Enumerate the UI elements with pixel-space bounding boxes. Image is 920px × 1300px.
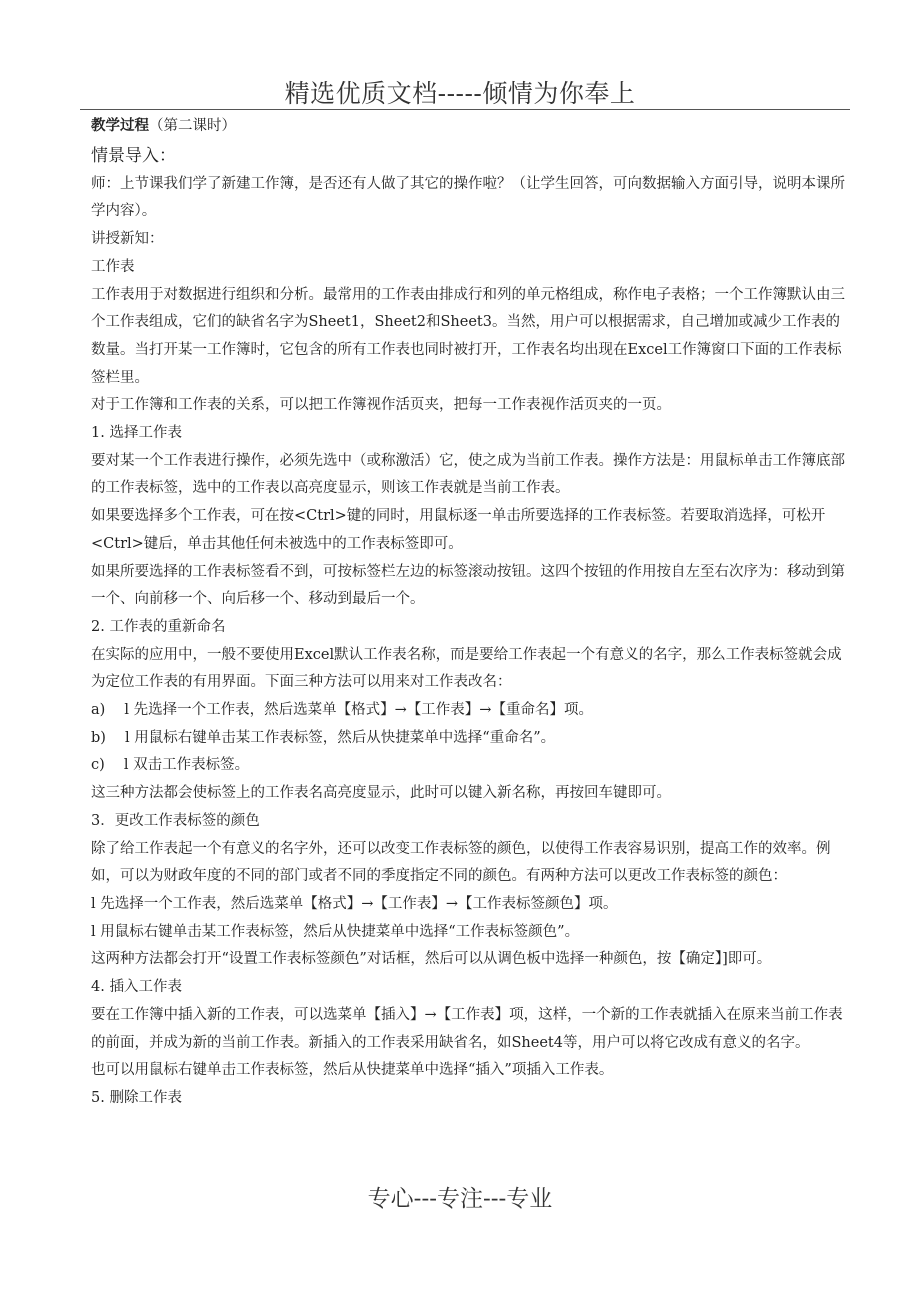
paragraph: 在实际的应用中，一般不要使用Excel默认工作表名称，而是要给工作表起一个有意义的名字，那么工作表标签就会成为定位工作表的有用界面。下面三种方法可以用来对工作表改名： (91, 646, 842, 691)
lesson-heading (91, 112, 851, 141)
header-title: 精选优质文档-----倾情为你奉上 (284, 79, 636, 108)
list-item: a) l 先选择一个工作表，然后选菜单【格式】→【工作表】→【重命名】项。 (91, 702, 593, 719)
subheading: 2. 工作表的重新命名 (91, 618, 226, 635)
list-item: l 用鼠标右键单击某工作表标签，然后从快捷菜单中选择“工作表标签颜色”。 (91, 923, 580, 940)
paragraph: 如果要选择多个工作表，可在按<Ctrl>键的同时，用鼠标逐一单击所要选择的工作表标签。若要取消选择，可松开<Ctrl>键后，单击其他任何未被选中的工作表标签即可。 (91, 508, 826, 552)
document-body (91, 112, 851, 1113)
subheading: 3．更改工作表标签的颜色 (91, 812, 260, 829)
section-intro-label: 情景导入： (91, 145, 176, 166)
subheading: 1. 选择工作表 (91, 425, 182, 442)
subheading: 5. 删除工作表 (91, 1089, 182, 1106)
paragraph: 师：上节课我们学了新建工作簿，是否还有人做了其它的操作啦？（让学生回答，可向数据输入方面引导，说明本课所学内容）。 (91, 175, 845, 220)
header-divider (80, 109, 850, 110)
section-new-knowledge-label: 讲授新知： (91, 231, 164, 248)
list-item: b) l 用鼠标右键单击某工作表标签，然后从快捷菜单中选择“重命名”。 (91, 729, 556, 746)
paragraph: 要在工作簿中插入新的工作表，可以选菜单【插入】→【工作表】项，这样，一个新的工作表就插入在原来当前工作表的前面，并成为新的当前工作表。新插入的工作表采用缺省名，如Sheet4等，用户可以将它改成有意义的名字。 (91, 1006, 843, 1051)
paragraph: 除了给工作表起一个有意义的名字外，还可以改变工作表标签的颜色，以使得工作表容易识别，提高工作的效率。例如，可以为财政年度的不同的部门或者不同的季度指定不同的颜色。有两种方法可以更改工作表标签的颜色： (91, 840, 831, 885)
paragraph: 也可以用鼠标右键单击工作表标签，然后从快捷菜单中选择“插入”项插入工作表。 (91, 1062, 614, 1079)
paragraph: 工作表用于对数据进行组织和分析。最常用的工作表由排成行和列的单元格组成，称作电子表格；一个工作簿默认由三个工作表组成，它们的缺省名字为Sheet1，Sheet2和Sheet3。当然，用户可以根据需求，自己增加或减少工作表的数量。当打开某一工作簿时，它包含的所有工作表也同时被打开，工作表名均出现在Excel工作簿窗口下面的工作表标签栏里。 (91, 286, 845, 386)
subheading: 4. 插入工作表 (91, 979, 182, 996)
list-item: l 先选择一个工作表，然后选菜单【格式】→【工作表】→【工作表标签颜色】项。 (91, 895, 618, 912)
paragraph: 如果所要选择的工作表标签看不到，可按标签栏左边的标签滚动按钮。这四个按钮的作用按自左至右次序为：移动到第一个、向前移一个、向后移一个、移动到最后一个。 (91, 563, 845, 608)
lesson-heading-paren: （第二课时） (149, 118, 236, 134)
paragraph: 这两种方法都会打开“设置工作表标签颜色”对话框，然后可以从调色板中选择一种颜色，按【确定】]即可。 (91, 951, 772, 968)
footer-title: 专心---专注---专业 (367, 1186, 553, 1212)
lesson-heading-bold: 教学过程 (91, 117, 149, 134)
topic-heading: 工作表 (91, 258, 135, 275)
paragraph: 对于工作簿和工作表的关系，可以把工作簿视作活页夹，把每一工作表视作活页夹的一页。 (91, 397, 671, 414)
paragraph: 要对某一个工作表进行操作，必须先选中（或称激活）它，使之成为当前工作表。操作方法是：用鼠标单击工作簿底部的工作表标签，选中的工作表以高亮度显示，则该工作表就是当前工作表。 (91, 452, 845, 497)
paragraph: 这三种方法都会使标签上的工作表名高亮度显示，此时可以键入新名称，再按回车键即可。 (91, 785, 671, 802)
list-item: c) l 双击工作表标签。 (91, 757, 250, 774)
